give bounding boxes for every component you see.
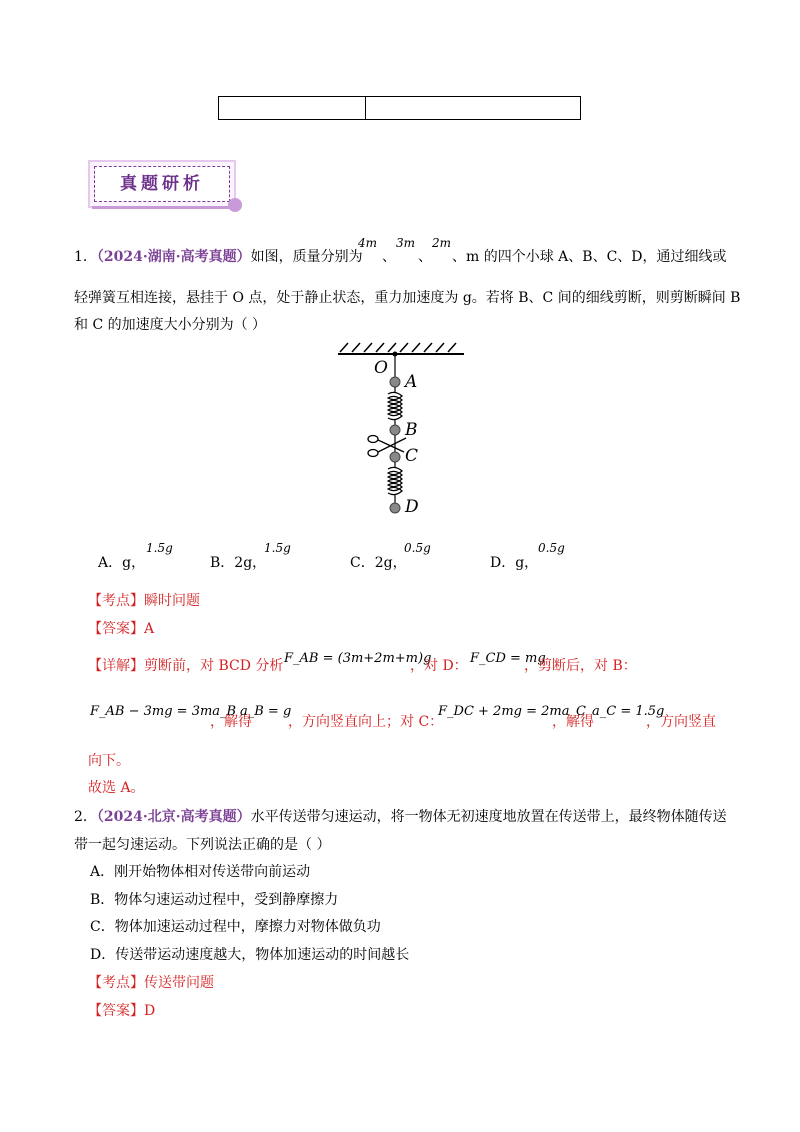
eq-b: F_AB − 3mg = 3ma_B xyxy=(90,704,237,719)
q2-answer-text: D xyxy=(144,1003,156,1019)
kaodian-text: 瞬时问题 xyxy=(144,593,200,609)
q1-number: 1． xyxy=(74,249,97,265)
q1-option-c-value: 0.5g xyxy=(404,541,431,555)
detail-text8: 向下。 xyxy=(88,753,130,769)
scissors-icon xyxy=(368,436,406,457)
eq-fab: F_AB = (3m+2m+m)g xyxy=(284,651,432,666)
spring-ball-figure xyxy=(330,340,470,520)
q2-kaodian-label: 【考点】 xyxy=(88,975,144,991)
q1-answer xyxy=(88,618,154,638)
q2-answer-label: 【答案】 xyxy=(88,1003,144,1019)
q1-mass-b: 3m xyxy=(396,236,416,250)
eq-ab: a_B = g xyxy=(240,704,292,719)
q2-kaodian-text: 传送带问题 xyxy=(144,975,214,991)
q2-number: 2． xyxy=(74,809,97,825)
q2-text1: 水平传送带匀速运动，将一物体无初速度地放置在传送带上，最终物体随传送 xyxy=(250,809,727,825)
label-o: O xyxy=(374,358,388,378)
kaodian-label: 【考点】 xyxy=(88,593,144,609)
q1-mass-a: 4m xyxy=(358,236,378,250)
q2-option-c: C．物体加速运动过程中，摩擦力对物体做负功 xyxy=(90,919,381,935)
ball-a xyxy=(390,377,400,387)
detail-text7: ，方向竖直 xyxy=(646,714,716,730)
q1-sep2: 、 xyxy=(418,249,432,265)
q1-conclusion: 故选 A。 xyxy=(88,780,145,796)
detail-text5: ，方向竖直向上；对 C： xyxy=(288,714,444,730)
q2-answer xyxy=(88,1000,155,1020)
q1-mass-c: 2m xyxy=(432,236,452,250)
q2-source: （2024·北京·高考真题） xyxy=(96,809,251,825)
q1-text-a: 如图，质量分别为 xyxy=(250,249,363,265)
label-b: B xyxy=(405,420,418,440)
q2-option-b: B．物体匀速运动过程中，受到静摩擦力 xyxy=(90,892,339,908)
detail-text3: ，剪断后，对 B： xyxy=(524,658,637,674)
q1-option-c: C．2g， xyxy=(350,555,407,571)
ball-c xyxy=(390,452,400,462)
q2-option-a: A．刚开始物体相对传送带向前运动 xyxy=(90,864,311,880)
q1-option-b-value: 1.5g xyxy=(264,541,291,555)
label-c: C xyxy=(405,446,419,466)
label-d: D xyxy=(405,497,419,517)
section-banner xyxy=(88,160,236,210)
q1-option-b: B．2g， xyxy=(210,555,267,571)
q1-line2: 轻弹簧互相连接，悬挂于 O 点，处于静止状态，重力加速度为 g。若将 B、C 间的细线剪断，则剪断瞬间 B xyxy=(74,290,741,306)
q1-option-d-value: 0.5g xyxy=(538,541,565,555)
answer-text: A xyxy=(144,621,155,637)
q1-detail-line1a xyxy=(88,655,283,675)
eq-ac: a_C = 1.5g xyxy=(592,704,665,719)
section-title: 真题研析 xyxy=(120,174,204,194)
q2-line1 xyxy=(74,806,727,826)
label-a: A xyxy=(405,372,418,392)
detail-label: 【详解】 xyxy=(88,658,144,674)
q2-kaodian xyxy=(88,972,214,992)
detail-text2: ，对 D： xyxy=(410,658,468,674)
q1-line1 xyxy=(74,246,363,266)
q1-option-d: D．g， xyxy=(490,555,539,571)
q1-option-a-value: 1.5g xyxy=(146,541,173,555)
detail-text6: ，解得 xyxy=(552,714,594,730)
eq-fcd: F_CD = mg xyxy=(470,651,546,666)
header-table xyxy=(218,96,581,120)
detail-text4: ，解得 xyxy=(210,714,252,730)
ball-b xyxy=(390,425,400,435)
q1-line3: 和 C 的加速度大小分别为（ ） xyxy=(74,317,267,333)
answer-label: 【答案】 xyxy=(88,621,144,637)
q2-option-d: D．传送带运动速度越大，物体加速运动的时间越长 xyxy=(90,947,410,963)
q1-source: （2024·湖南·高考真题） xyxy=(96,249,251,265)
q1-text-b: 、m 的四个小球 A、B、C、D，通过细线或 xyxy=(452,249,727,265)
q1-option-a: A．g， xyxy=(98,555,146,571)
q1-kaodian xyxy=(88,590,200,610)
detail-text1: 剪断前，对 BCD 分析 xyxy=(144,658,284,674)
eq-c: F_DC + 2mg = 2ma_C xyxy=(438,704,586,719)
ball-d xyxy=(390,503,400,513)
q2-line2: 带一起匀速运动。下列说法正确的是（ ） xyxy=(74,837,331,853)
q1-sep1: 、 xyxy=(382,249,396,265)
